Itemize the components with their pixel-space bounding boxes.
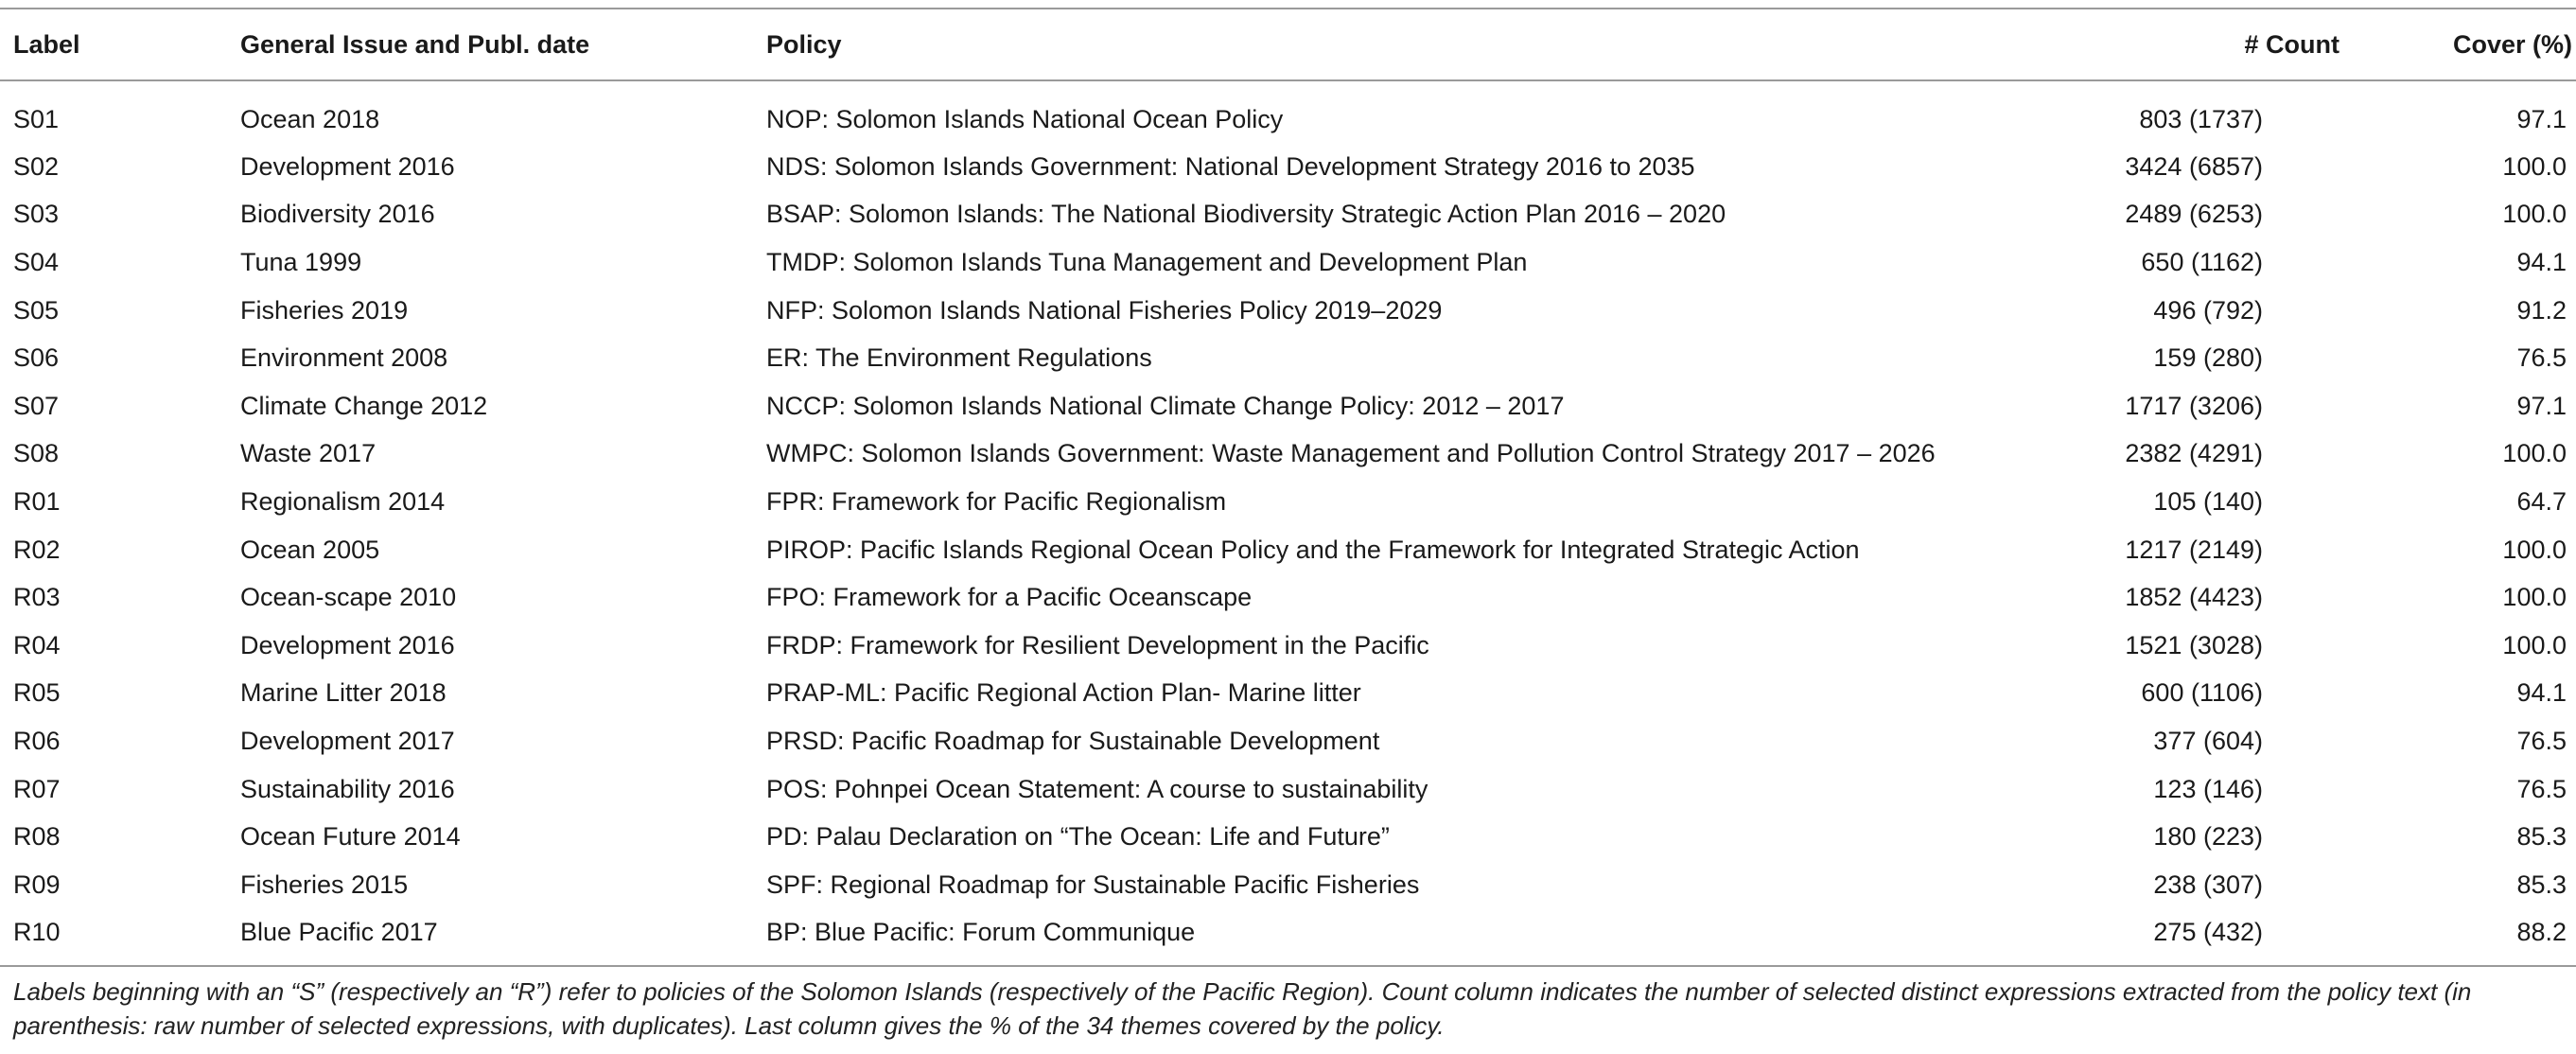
cell-label: R06 [13, 726, 61, 755]
cell-issue: Fisheries 2019 [240, 295, 409, 325]
cell-count: 1852 (4423) [2125, 583, 2263, 612]
cell-label: R02 [13, 535, 61, 564]
cell-issue: Sustainability 2016 [240, 774, 455, 803]
header-cover: Cover (%) [2452, 29, 2572, 59]
table-row [0, 382, 2576, 430]
cell-count: 377 (604) [2153, 726, 2263, 755]
cell-issue: Regionalism 2014 [240, 486, 446, 516]
cell-count: 275 (432) [2153, 917, 2263, 946]
cell-issue: Development 2016 [240, 630, 455, 659]
cell-cover: 64.7 [2516, 486, 2567, 516]
cell-issue: Fisheries 2015 [240, 870, 409, 899]
cell-policy: FPO: Framework for a Pacific Oceanscape [766, 583, 1253, 612]
cell-label: R04 [13, 630, 61, 659]
cell-issue: Waste 2017 [240, 439, 377, 468]
table-row [0, 909, 2576, 966]
cell-policy: NFP: Solomon Islands National Fisheries Policy 2019–2029 [766, 295, 1443, 325]
cell-cover: 97.1 [2516, 391, 2567, 420]
cell-policy: FRDP: Framework for Resilient Development in the Pacific [766, 630, 1429, 659]
table-row [0, 573, 2576, 622]
cell-cover: 76.5 [2516, 343, 2567, 373]
cell-label: S03 [13, 200, 60, 229]
cell-policy: WMPC: Solomon Islands Government: Waste Management and Pollution Control Strategy 2017 – 2026 [766, 439, 1936, 468]
cell-label: R07 [13, 774, 61, 803]
cell-label: S08 [13, 439, 60, 468]
cell-cover: 88.2 [2516, 917, 2567, 946]
cell-label: R05 [13, 678, 61, 708]
cell-label: R09 [13, 870, 61, 899]
cell-count: 180 (223) [2153, 822, 2263, 852]
table-row [0, 430, 2576, 479]
cell-count: 2489 (6253) [2125, 200, 2263, 229]
cell-policy: NOP: Solomon Islands National Ocean Policy [766, 105, 1284, 133]
cell-count: 3424 (6857) [2125, 151, 2263, 181]
table-row [0, 717, 2576, 765]
cell-issue: Marine Litter 2018 [240, 678, 447, 708]
table-row [0, 334, 2576, 382]
cell-count: 238 (307) [2153, 870, 2263, 899]
cell-count: 123 (146) [2153, 774, 2263, 803]
cell-issue: Tuna 1999 [240, 247, 362, 276]
table-row [0, 238, 2576, 287]
cell-cover: 85.3 [2516, 870, 2567, 899]
cell-count: 105 (140) [2153, 486, 2263, 516]
cell-count: 803 (1737) [2139, 105, 2263, 133]
cell-label: R01 [13, 486, 61, 516]
header-policy: Policy [766, 29, 842, 59]
cell-issue: Ocean-scape 2010 [240, 583, 457, 612]
cell-issue: Development 2017 [240, 726, 455, 755]
cell-cover: 76.5 [2516, 726, 2567, 755]
cell-issue: Ocean Future 2014 [240, 822, 461, 852]
cell-issue: Ocean 2018 [240, 105, 380, 133]
table-row [0, 80, 2576, 143]
cell-label: S06 [13, 343, 60, 373]
table-caption: Labels beginning with an “S” (respectively an “R”) refer to policies of the Solomon Islands (respectively of the Pacific Region). Count column indicates the number of selected distinct expressions extracted from the policy text (in parenthesis: raw number of selected expressions, with duplicates). Last column gives the % of the 34 themes covered by the policy. [13, 977, 2472, 1040]
table-row [0, 478, 2576, 526]
cell-label: R03 [13, 583, 61, 612]
cell-label: S04 [13, 247, 60, 276]
table-row [0, 765, 2576, 814]
cell-cover: 100.0 [2502, 535, 2567, 564]
table-row [0, 526, 2576, 574]
cell-cover: 97.1 [2516, 105, 2567, 133]
cell-label: S02 [13, 151, 60, 181]
cell-issue: Blue Pacific 2017 [240, 917, 438, 946]
policy-table-container [0, 8, 2576, 967]
cell-cover: 94.1 [2516, 678, 2567, 708]
header-row [0, 9, 2576, 80]
table-row [0, 143, 2576, 191]
cell-policy: NDS: Solomon Islands Government: National Development Strategy 2016 to 2035 [766, 151, 1695, 181]
cell-issue: Biodiversity 2016 [240, 200, 435, 229]
cell-policy: ER: The Environment Regulations [766, 343, 1152, 373]
cell-policy: POS: Pohnpei Ocean Statement: A course to sustainability [766, 774, 1428, 803]
cell-label: S01 [13, 105, 60, 133]
cell-policy: TMDP: Solomon Islands Tuna Management and Development Plan [766, 247, 1528, 276]
table-row [0, 191, 2576, 239]
policy-table [0, 8, 2576, 967]
cell-count: 650 (1162) [2141, 247, 2263, 276]
table-row [0, 670, 2576, 718]
cell-policy: PRSD: Pacific Roadmap for Sustainable Development [766, 726, 1380, 755]
cell-cover: 85.3 [2516, 822, 2567, 852]
cell-cover: 91.2 [2516, 295, 2567, 325]
cell-label: R10 [13, 917, 61, 946]
table-row [0, 287, 2576, 335]
header-count: # Count [2244, 29, 2339, 59]
cell-policy: PIROP: Pacific Islands Regional Ocean Policy and the Framework for Integrated Strategic Action [766, 535, 1860, 564]
cell-count: 2382 (4291) [2125, 439, 2263, 468]
cell-count: 1717 (3206) [2125, 391, 2263, 420]
cell-policy: PRAP-ML: Pacific Regional Action Plan- Marine litter [766, 678, 1361, 708]
table-row [0, 622, 2576, 670]
header-issue: General Issue and Publ. date [240, 29, 590, 59]
cell-cover: 100.0 [2502, 583, 2567, 612]
table-body [0, 80, 2576, 966]
cell-label: R08 [13, 822, 61, 852]
cell-issue: Environment 2008 [240, 343, 448, 373]
table-row [0, 861, 2576, 909]
cell-issue: Climate Change 2012 [240, 391, 488, 420]
cell-policy: PD: Palau Declaration on “The Ocean: Life and Future” [766, 822, 1390, 852]
cell-cover: 100.0 [2502, 439, 2567, 468]
cell-label: S05 [13, 295, 60, 325]
table-header [0, 9, 2576, 80]
cell-issue: Ocean 2005 [240, 535, 380, 564]
cell-label: S07 [13, 391, 60, 420]
cell-cover: 100.0 [2502, 630, 2567, 659]
cell-cover: 94.1 [2516, 247, 2567, 276]
cell-count: 1217 (2149) [2125, 535, 2263, 564]
table-row [0, 813, 2576, 861]
cell-issue: Development 2016 [240, 151, 455, 181]
cell-policy: SPF: Regional Roadmap for Sustainable Pacific Fisheries [766, 870, 1420, 899]
cell-cover: 100.0 [2502, 151, 2567, 181]
cell-count: 159 (280) [2153, 343, 2263, 373]
cell-count: 600 (1106) [2141, 678, 2263, 708]
header-label: Label [13, 29, 80, 59]
cell-cover: 76.5 [2516, 774, 2567, 803]
cell-count: 496 (792) [2153, 295, 2263, 325]
cell-policy: BP: Blue Pacific: Forum Communique [766, 917, 1196, 946]
cell-policy: BSAP: Solomon Islands: The National Biodiversity Strategic Action Plan 2016 – 2020 [766, 200, 1726, 229]
cell-count: 1521 (3028) [2125, 630, 2263, 659]
cell-cover: 100.0 [2502, 200, 2567, 229]
cell-policy: FPR: Framework for Pacific Regionalism [766, 486, 1227, 516]
cell-policy: NCCP: Solomon Islands National Climate Change Policy: 2012 – 2017 [766, 391, 1565, 420]
